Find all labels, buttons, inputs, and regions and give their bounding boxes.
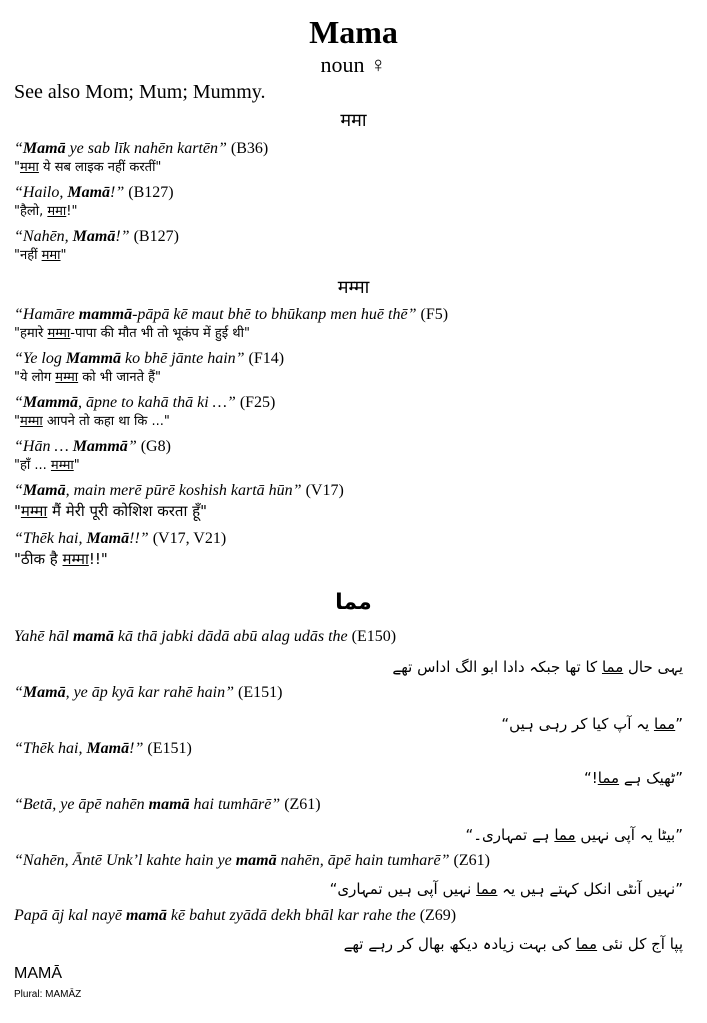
example-translation: "मम्मा मैं मेरी पूरी कोशिश करता हूँ" bbox=[14, 502, 207, 520]
example-romanized: “Mamā ye sab līk nahēn kartēn” (B36) bbox=[14, 140, 269, 157]
footer-plural: Plural: MAMĀZ bbox=[14, 989, 82, 1000]
headword: Mama bbox=[309, 14, 398, 50]
example-translation-urdu: ”مما یہ آپ کیا کر رہی ہیں“ bbox=[501, 715, 683, 733]
example-translation: "हैलो, ममा!" bbox=[14, 204, 78, 219]
example-romanized: “Mammā, āpne to kahā thā ki …” (F25) bbox=[14, 394, 276, 411]
example-romanized: Papā āj kal nayē mamā kē bahut zyādā dekh bhāl kar rahe the (Z69) bbox=[14, 907, 457, 924]
footer-form: MAMĀ bbox=[14, 965, 62, 982]
example-romanized: “Ye log Mammā ko bhē jānte hain” (F14) bbox=[14, 350, 285, 367]
headword-mention: Mamā bbox=[72, 228, 116, 245]
example-romanized: “Betā, ye āpē nahēn mamā hai tumhārē” (Z61) bbox=[14, 796, 321, 813]
example-romanized: Yahē hāl mamā kā thā jabki dādā abū alag udās the (E150) bbox=[14, 628, 397, 645]
example-romanized: “Mamā, ye āp kyā kar rahē hain” (E151) bbox=[14, 684, 283, 701]
example-translation: "ये लोग मम्मा को भी जानते हैं" bbox=[14, 370, 162, 385]
section-heading-devanagari-1: ममा bbox=[340, 110, 367, 131]
example-translation-urdu: ”بیٹا یہ آپی نہیں مما ہے تمہاری۔“ bbox=[465, 826, 683, 844]
headword-mention: Mamā bbox=[86, 740, 130, 757]
example-romanized: “Hailo, Mamā!” (B127) bbox=[14, 184, 174, 201]
headword-mention: Mammā bbox=[65, 350, 121, 367]
headword-mention: Mamā bbox=[22, 684, 66, 701]
example-translation: "नहीं ममा" bbox=[14, 248, 67, 263]
example-romanized: “Thēk hai, Mamā!” (E151) bbox=[14, 740, 192, 757]
headword-mention: Mammā bbox=[72, 438, 128, 455]
example-translation: "मम्मा आपने तो कहा था कि ..." bbox=[14, 414, 170, 429]
example-romanized: “Hān … Mammā” (G8) bbox=[14, 438, 171, 455]
headword-mention: Mamā bbox=[22, 140, 66, 157]
headword-mention: mamā bbox=[125, 907, 167, 924]
headword-mention: mamā bbox=[72, 628, 114, 645]
example-translation-urdu: ”ٹھیک ہے مما!“ bbox=[583, 769, 683, 787]
part-of-speech: noun ♀ bbox=[320, 52, 387, 77]
headword-mention: Mamā bbox=[67, 184, 111, 201]
example-translation: "ठीक है मम्मा!!" bbox=[14, 550, 108, 568]
headword-mention: mamā bbox=[235, 852, 277, 869]
headword-mention: mammā bbox=[78, 306, 133, 323]
example-translation: "ममा ये सब लाइक नहीं करतीं" bbox=[14, 160, 162, 175]
example-romanized: “Mamā, main merē pūrē koshish kartā hūn” (V17) bbox=[14, 482, 344, 499]
example-translation: "हाँ ... मम्मा" bbox=[14, 458, 80, 473]
headword-mention: Mamā bbox=[22, 482, 66, 499]
example-translation: "हमारे मम्मा-पापा की मौत भी तो भूकंप में हुई थी" bbox=[14, 326, 250, 341]
example-romanized: “Nahēn, Āntē Unk’l kahte hain ye mamā nahēn, āpē hain tumharē” (Z61) bbox=[14, 852, 490, 869]
section-heading-devanagari-2: मम्मा bbox=[337, 277, 370, 298]
headword-mention: Mammā bbox=[22, 394, 79, 411]
example-romanized: “Thēk hai, Mamā!!” (V17, V21) bbox=[14, 530, 227, 547]
example-translation-urdu: ”نہیں آنٹی انکل کہتے ہیں یہ مما نہیں آپی ہیں تمہاری“ bbox=[329, 880, 683, 898]
section-heading-urdu: مما bbox=[335, 590, 372, 615]
example-translation-urdu: یہی حال مما کا تھا جبکہ دادا ابو الگ اداس تھے bbox=[392, 658, 683, 676]
example-translation-urdu: پپا آج کل نئی مما کی بہت زیادہ دیکھ بھال کر رہے تھے bbox=[343, 935, 683, 953]
example-romanized: “Nahēn, Mamā!” (B127) bbox=[14, 228, 179, 245]
example-romanized: “Hamāre mammā-pāpā kē maut bhē to bhūkanp men huē thē” (F5) bbox=[14, 306, 449, 323]
headword-mention: mamā bbox=[148, 796, 190, 813]
headword-mention: Mamā bbox=[86, 530, 130, 547]
see-also: See also Mom; Mum; Mummy. bbox=[14, 81, 266, 103]
